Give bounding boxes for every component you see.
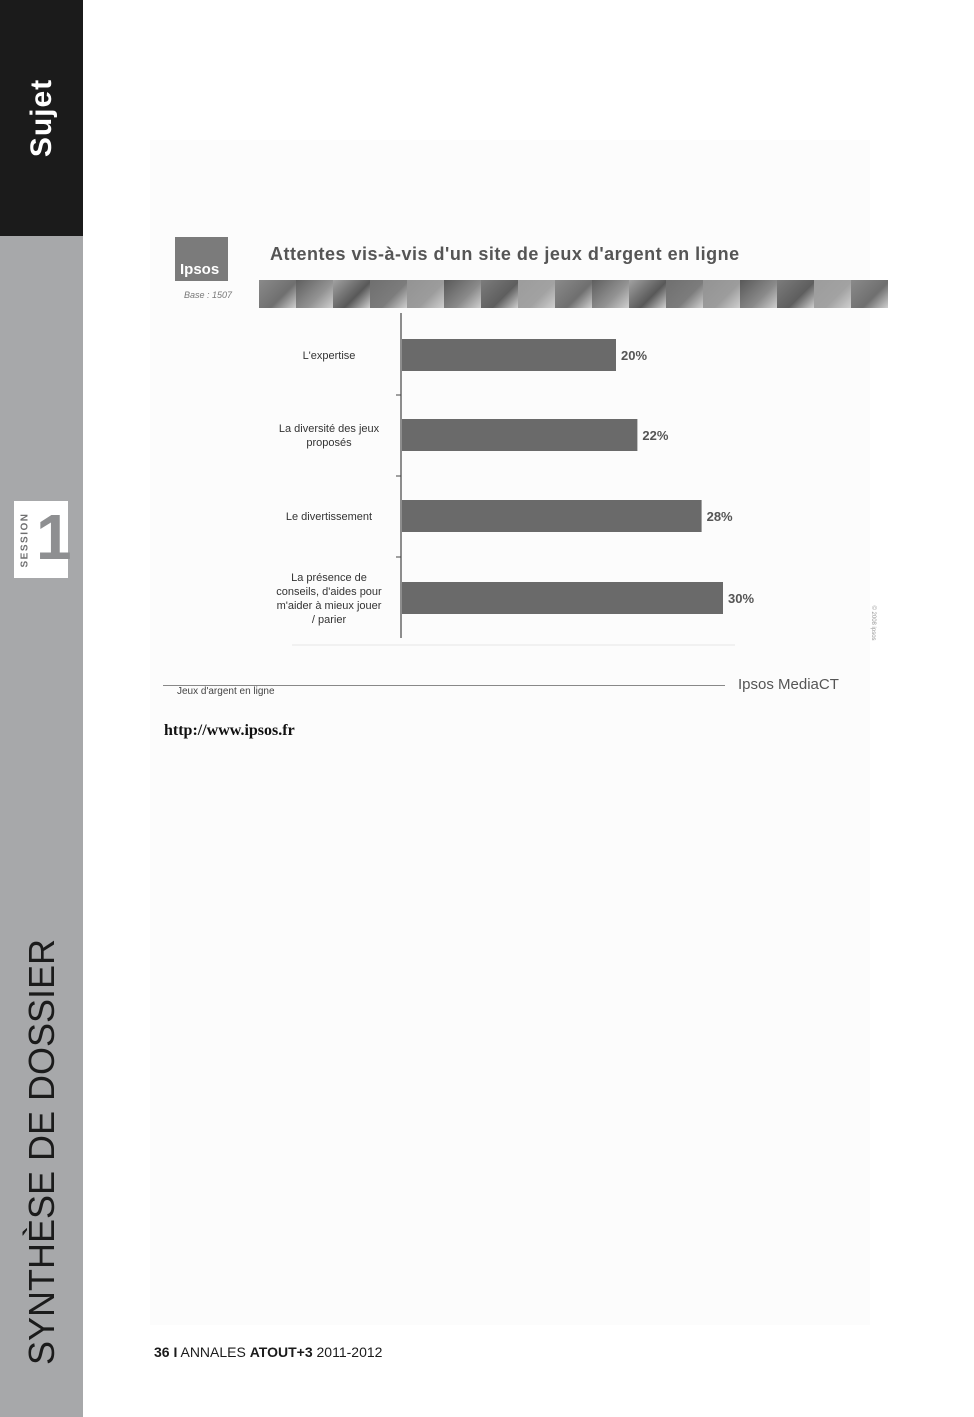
- category-label-line: La diversité des jeux: [278, 423, 380, 435]
- category-label: [276, 572, 382, 626]
- category-label: [303, 350, 356, 362]
- brand-label: ATOUT+3: [249, 1344, 313, 1360]
- category-label: [279, 423, 380, 449]
- bar: [402, 500, 702, 532]
- session-number: 1: [36, 501, 72, 573]
- logo-text: Ipsos: [180, 261, 220, 278]
- page-footer: [154, 1344, 382, 1360]
- data-label: 22%: [642, 428, 669, 443]
- chart-title: Attentes vis-à-vis d'un site de jeux d'argent en ligne: [270, 244, 740, 264]
- copyright-note: © 2008 ipsos: [870, 605, 876, 641]
- bar: [402, 582, 723, 614]
- section-title: Sujet: [25, 78, 58, 158]
- page-number: 36: [154, 1344, 170, 1360]
- footer-separator: I: [173, 1344, 178, 1360]
- data-label: 20%: [621, 348, 648, 363]
- category-label-line: conseils, d'aides pour: [276, 586, 382, 598]
- category-label-line: Le divertissement: [285, 511, 373, 523]
- years-label: 2011-2012: [316, 1344, 383, 1360]
- vertical-title: SYNTHÈSE DE DOSSIER: [21, 938, 62, 1366]
- bar: [402, 419, 637, 451]
- bar: [402, 339, 616, 371]
- category-label: [286, 511, 372, 523]
- category-label-line: L'expertise: [302, 350, 356, 362]
- annales-label: ANNALES: [180, 1344, 246, 1360]
- category-label-line: m'aider à mieux jouer: [276, 600, 382, 612]
- category-label-line: La présence de: [291, 572, 367, 584]
- data-label: 28%: [706, 509, 733, 524]
- source-url: http://www.ipsos.fr: [164, 722, 295, 739]
- session-label: SESSION: [19, 512, 31, 568]
- category-label-line: proposés: [306, 437, 352, 449]
- data-label: 30%: [728, 591, 755, 606]
- base-note: Base : 1507: [184, 290, 233, 300]
- footer-topic: Jeux d'argent en ligne: [177, 686, 275, 697]
- category-label-line: / parier: [311, 614, 347, 626]
- footer-brand: Ipsos MediaCT: [738, 676, 839, 693]
